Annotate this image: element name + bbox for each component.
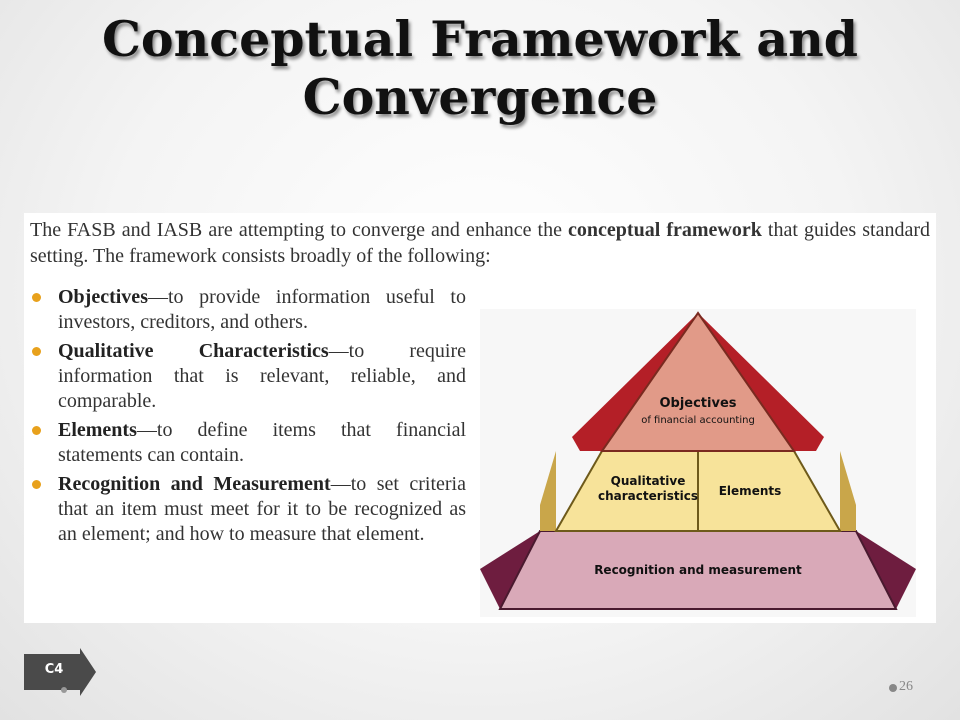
bullet-text: —to define items that financial statements can contain.: [58, 419, 466, 466]
bullet-recognition: [30, 472, 466, 547]
pyramid-bottom-label: Recognition and measurement: [594, 563, 802, 577]
bullet-text: —to set criteria that an item must meet for it to be recognized as an element; and how to measure that element.: [58, 473, 466, 545]
slide-title: [0, 10, 960, 126]
bullet-term: Elements: [58, 419, 137, 441]
bullet-dot-icon: [32, 347, 41, 356]
page-number: 26: [899, 679, 913, 694]
pyramid-middle-right: Elements: [718, 484, 782, 498]
content-image: [24, 213, 936, 623]
title-line-2: Convergence: [302, 68, 658, 126]
bullet-term: Qualitative Characteristics: [58, 340, 329, 362]
bullet-qualitative: [30, 339, 466, 414]
bullet-term: Recognition and Measurement: [58, 473, 331, 495]
intro-paragraph: [30, 217, 930, 269]
bullet-text: —to provide information useful to investors, creditors, and others.: [58, 286, 466, 333]
bullet-dot-icon: [32, 293, 41, 302]
pyramid-middle-left-line1: Qualitative: [610, 474, 686, 488]
framework-pyramid: [480, 309, 916, 617]
intro-text-bold: conceptual framework: [568, 219, 762, 241]
bullet-text: —to require information that is relevant, reliable, and comparable.: [58, 340, 466, 412]
title-line-1: Conceptual Framework and: [101, 10, 859, 68]
bullet-term: Objectives: [58, 286, 148, 308]
intro-text-post: that guides standard setting. The framework consists broadly of the following:: [30, 219, 931, 267]
footer-dot-icon: [889, 684, 897, 692]
pyramid-top-subtitle: of financial accounting: [641, 415, 755, 426]
bullet-dot-icon: [32, 426, 41, 435]
c4-tag-label: C4: [44, 662, 64, 677]
bullet-elements: [30, 418, 466, 468]
pyramid-middle-left-line2: characteristics: [597, 489, 699, 503]
bullet-list: [30, 285, 466, 551]
intro-text-pre: The FASB and IASB are attempting to converge and enhance the: [30, 219, 569, 241]
bullet-objectives: [30, 285, 466, 335]
bullet-dot-icon: [32, 480, 41, 489]
pyramid-top-title: Objectives: [659, 396, 737, 411]
footer-dot-icon: [61, 687, 67, 693]
